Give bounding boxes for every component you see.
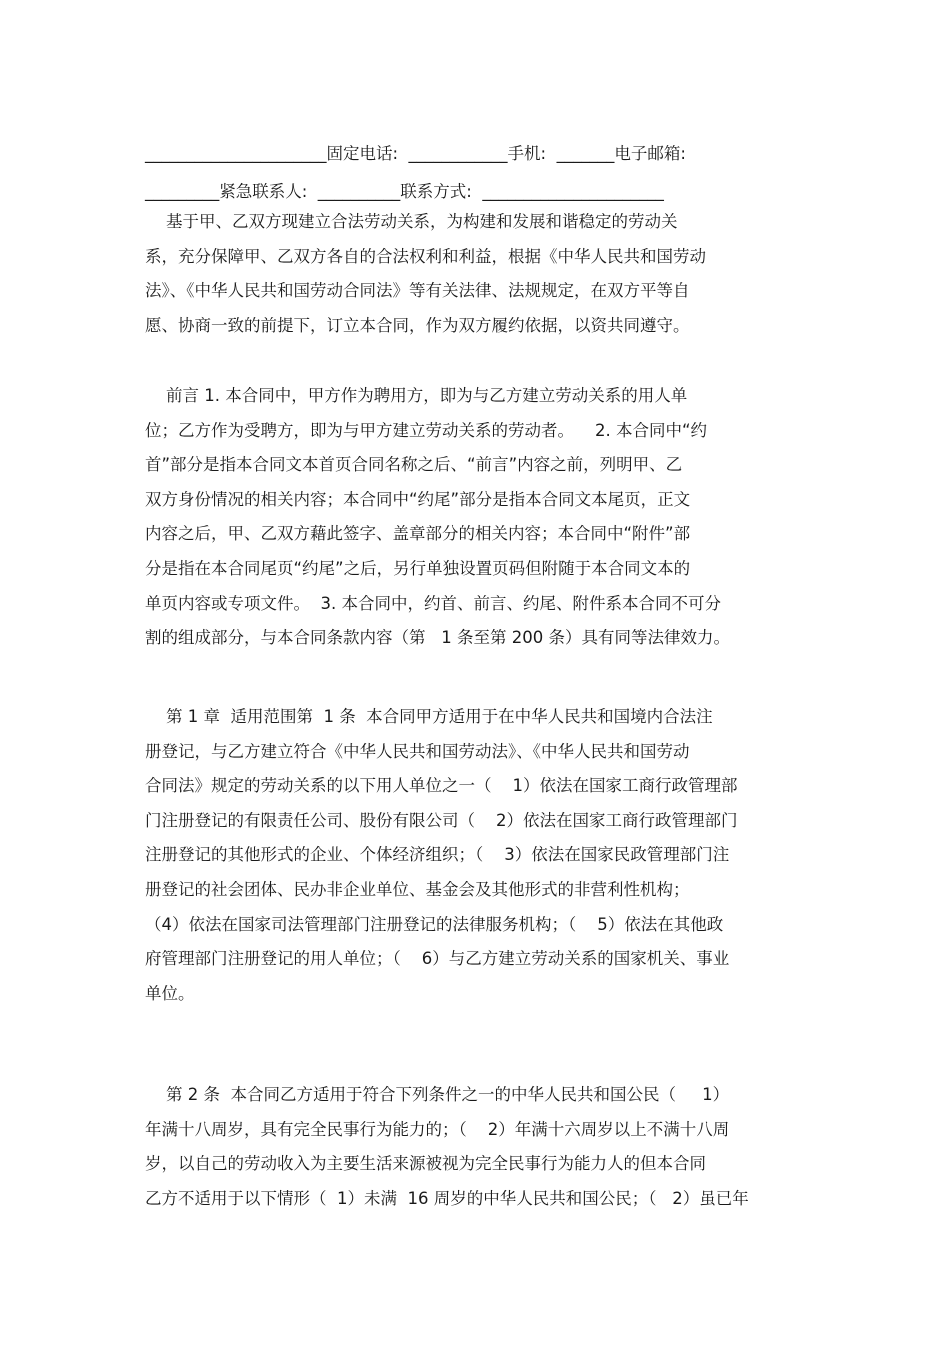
paragraph-line	[0, 1118, 950, 1142]
paragraph-line-text: （4）依法在国家司法管理部门注册登记的法律服务机构；（ 5）依法在其他政	[145, 915, 724, 934]
paragraph-line-text: 愿、协商一致的前提下，订立本合同，作为双方履约依据，以资共同遵守。	[145, 316, 690, 335]
paragraph-line-text: 内容之后，甲、乙双方藉此签字、盖章部分的相关内容；本合同中“附件”部	[145, 524, 691, 543]
paragraph-line-text: 第 1 章 适用范围第 1 条 本合同甲方适用于在中华人民共和国境内合法注	[145, 707, 713, 726]
paragraph-line-text: 注册登记的其他形式的企业、个体经济组织；（ 3）依法在国家民政管理部门注	[145, 845, 730, 864]
paragraph-line	[0, 279, 950, 303]
paragraph-line-text: 门注册登记的有限责任公司、股份有限公司（ 2）依法在国家工商行政管理部门	[145, 811, 738, 830]
paragraph-line-text: 合同法》规定的劳动关系的以下用人单位之一（ 1）依法在国家工商行政管理部	[145, 776, 738, 795]
paragraph-line	[0, 488, 950, 512]
paragraph-line-text: 岁，以自己的劳动收入为主要生活来源被视为完全民事行为能力人的但本合同	[145, 1154, 706, 1173]
paragraph-line-text: 府管理部门注册登记的用人单位；（ 6）与乙方建立劳动关系的国家机关、事业	[145, 949, 730, 968]
paragraph-line	[0, 843, 950, 867]
paragraph-line-text: 第 2 条 本合同乙方适用于符合下列条件之一的中华人民共和国公民（ 1）	[145, 1085, 730, 1104]
paragraph-line-text: 分是指在本合同尾页“约尾”之后，另行单独设置页码但附随于本合同文本的	[145, 559, 691, 578]
header-emergency-line	[0, 156, 950, 201]
paragraph-line-text: 册登记的社会团体、民办非企业单位、基金会及其他形式的非营利性机构；	[145, 880, 690, 899]
paragraph-line-text: 位；乙方作为受聘方，即为与甲方建立劳动关系的劳动者。 2. 本合同中“约	[145, 421, 708, 440]
paragraph-line-text: 系，充分保障甲、乙双方各自的合法权利和利益，根据《中华人民共和国劳动	[145, 247, 706, 266]
paragraph-line-text: 前言 1. 本合同中，甲方作为聘用方，即为与乙方建立劳动关系的用人单	[145, 386, 688, 405]
paragraph-line-text: 双方身份情况的相关内容；本合同中“约尾”部分是指本合同文本尾页，正文	[145, 490, 691, 509]
paragraph-line-text: 乙方不适用于以下情形（ 1）未满 16 周岁的中华人民共和国公民；（ 2）虽已年	[145, 1189, 749, 1208]
header-contact-line	[0, 118, 950, 163]
paragraph-line	[0, 705, 950, 729]
paragraph-line	[0, 522, 950, 546]
paragraph-line	[0, 245, 950, 269]
paragraph-line	[0, 592, 950, 616]
paragraph-line	[0, 384, 950, 408]
paragraph-line	[0, 1083, 950, 1107]
paragraph-line-text: 法》、《中华人民共和国劳动合同法》等有关法律、法规规定，在双方平等自	[145, 281, 690, 300]
paragraph-line	[0, 947, 950, 971]
paragraph-line	[0, 314, 950, 338]
header-emergency-text: _________紧急联系人: __________联系方式: ______________________	[145, 182, 664, 201]
paragraph-line-text: 割的组成部分，与本合同条款内容（第 1 条至第 200 条）具有同等法律效力。	[145, 628, 730, 647]
paragraph-line-text: 单位。	[145, 984, 195, 1003]
paragraph-line	[0, 913, 950, 937]
paragraph-line	[0, 1152, 950, 1176]
header-contact-text: ______________________固定电话: ____________手机: _______电子邮箱:	[145, 144, 686, 163]
paragraph-line	[0, 982, 950, 1006]
paragraph-line	[0, 878, 950, 902]
paragraph-line-text: 单页内容或专项文件。 3. 本合同中，约首、前言、约尾、附件系本合同不可分	[145, 594, 721, 613]
paragraph-line	[0, 1187, 950, 1211]
paragraph-line	[0, 740, 950, 764]
paragraph-line-text: 首”部分是指本合同文本首页合同名称之后、“前言”内容之前，列明甲、乙	[145, 455, 683, 474]
paragraph-line	[0, 453, 950, 477]
paragraph-line	[0, 419, 950, 443]
paragraph-line	[0, 210, 950, 234]
paragraph-line	[0, 809, 950, 833]
paragraph-line	[0, 557, 950, 581]
paragraph-line-text: 年满十八周岁，具有完全民事行为能力的；（ 2）年满十六周岁以上不满十八周	[145, 1120, 730, 1139]
paragraph-line	[0, 774, 950, 798]
paragraph-line	[0, 626, 950, 650]
paragraph-line-text: 册登记，与乙方建立符合《中华人民共和国劳动法》、《中华人民共和国劳动	[145, 742, 690, 761]
paragraph-line-text: 基于甲、乙双方现建立合法劳动关系，为构建和发展和谐稳定的劳动关	[145, 212, 678, 231]
